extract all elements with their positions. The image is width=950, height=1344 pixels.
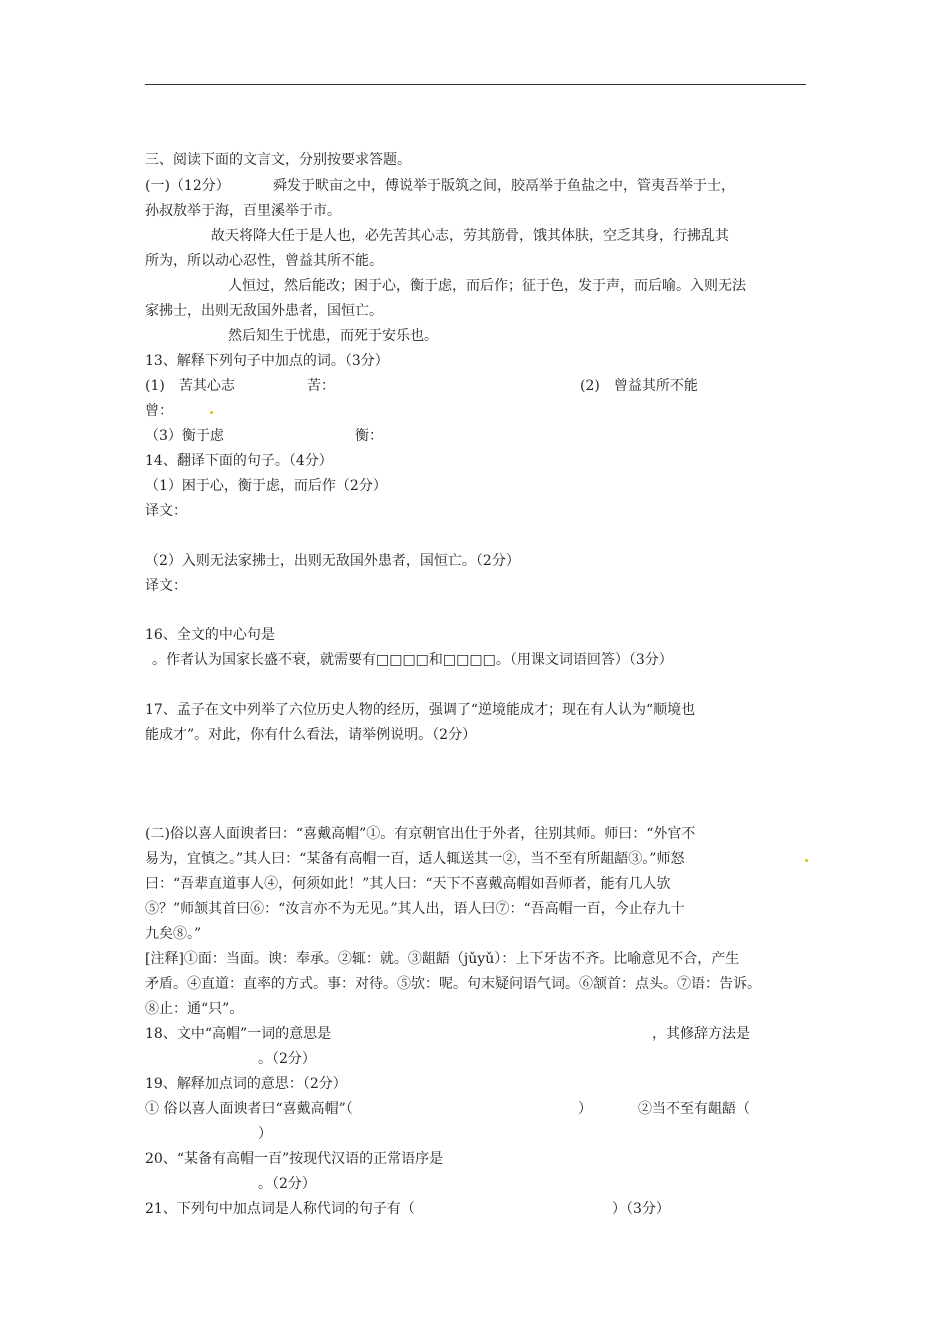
question-18-points: 。（2分） <box>258 1051 316 1067</box>
question-21-stem: 21、下列句中加点词是人称代词的句子有（ <box>145 1201 415 1217</box>
passage-line: 人恒过，然后能改；困于心，衡于虑，而后作；征于色，发于声，而后喻。入则无法 <box>228 278 746 294</box>
q19-item-1-close: ） <box>578 1101 592 1117</box>
passage-line: 孙叔敖举于海，百里溪举于市。 <box>145 203 341 219</box>
question-18-stem-end: ，其修辞方法是 <box>652 1026 750 1042</box>
question-20-points: 。（2分） <box>258 1176 316 1192</box>
part2-passage-line: ⑤？”师颔其首曰⑥：“汝言亦不为无见。”其人出，语人曰⑦：“吾高帽一百，今止存九十 <box>145 901 685 917</box>
q14-sentence-2: （2）入则无法家拂士，出则无敌国外患者，国恒亡。（2分） <box>145 553 520 569</box>
q14-translation-label-1: 译文： <box>145 503 187 519</box>
part2-passage-line: 易为，宜慎之。”其人曰：“某备有高帽一百，适人辄送其一②，当不至有所龃龉③。”师怒 <box>145 851 685 867</box>
question-16-stem: 16、全文的中心句是 <box>145 627 275 643</box>
question-20-stem: 20、“某备有高帽一百”按现代汉语的正常语序是 <box>145 1151 444 1167</box>
question-18-stem: 18、文中“高帽”一词的意思是 <box>145 1026 332 1042</box>
q19-item-2-close: ） <box>258 1126 272 1142</box>
part2-note-line: 矛盾。④直道：直率的方式。事：对待。⑤欤：呢。句末疑问语气词。⑥颔首：点头。⑦语：告诉。 <box>145 976 761 992</box>
q13-item-2: (2) 曾益其所不能 <box>580 378 698 394</box>
emphasis-dot <box>210 411 213 414</box>
question-21-points: ）（3分） <box>612 1201 670 1217</box>
question-13-stem: 13、解释下列句子中加点的词。（3分） <box>145 353 389 369</box>
part2-note-line: ⑧止：通“只”。 <box>145 1001 244 1017</box>
q13-item-1: (1) 苦其心志 <box>145 378 235 394</box>
question-17-line: 17、孟子在文中列举了六位历史人物的经历，强调了“逆境能成才；现在有人认为“顺境也 <box>145 702 696 718</box>
passage-line: 故天将降大任于是人也，必先苦其心志，劳其筋骨，饿其体肤，空乏其身，行拂乱其 <box>211 228 729 244</box>
q14-sentence-1: （1）困于心，衡于虑，而后作（2分） <box>145 478 387 494</box>
emphasis-dot <box>805 859 808 862</box>
q13-item-1-word: 苦： <box>307 378 335 394</box>
question-19-stem: 19、解释加点词的意思：（2分） <box>145 1076 347 1092</box>
q13-item-3: （3）衡于虑 <box>145 428 224 444</box>
q19-item-1: ① 俗以喜人面谀者曰“喜戴高帽”（ <box>145 1101 353 1117</box>
question-17-line: 能成才”。对此，你有什么看法，请举例说明。（2分） <box>145 727 477 743</box>
part2-passage-line: 九矣⑧。” <box>145 926 202 942</box>
question-16-body: 。作者认为国家长盛不衰，就需要有□□□□和□□□□。（用课文词语回答）（3分） <box>152 652 673 668</box>
part1-label: (一)（12分） <box>145 178 230 194</box>
question-14-stem: 14、翻译下面的句子。（4分） <box>145 453 333 469</box>
part2-passage-line: 曰：“吾辈直道事人④，何须如此！”其人曰：“天下不喜戴高帽如吾师者，能有几人欤 <box>145 876 671 892</box>
section-heading: 三、阅读下面的文言文，分别按要求答题。 <box>145 152 411 168</box>
part2-note-line: [注释]①面：当面。谀：奉承。②辄：就。③龃龉（jǔyǔ）：上下牙齿不齐。比喻意见不合，产生 <box>145 951 740 967</box>
passage-line: 所为，所以动心忍性，曾益其所不能。 <box>145 253 383 269</box>
passage-line: 然后知生于忧患，而死于安乐也。 <box>228 328 438 344</box>
q13-item-2-word: 曾： <box>145 403 173 419</box>
q13-item-3-word: 衡： <box>355 428 383 444</box>
q14-translation-label-2: 译文： <box>145 578 187 594</box>
header-rule <box>145 84 806 85</box>
passage-line: 舜发于畎亩之中，傅说举于版筑之间，胶鬲举于鱼盐之中，管夷吾举于士， <box>273 178 735 194</box>
q19-item-2: ②当不至有龃龉（ <box>638 1101 750 1117</box>
passage-line: 家拂士，出则无敌国外患者，国恒亡。 <box>145 303 383 319</box>
part2-passage-line: (二)俗以喜人面谀者曰：“喜戴高帽”①。有京朝官出仕于外者，往别其师。师曰：“外官不 <box>145 826 696 842</box>
